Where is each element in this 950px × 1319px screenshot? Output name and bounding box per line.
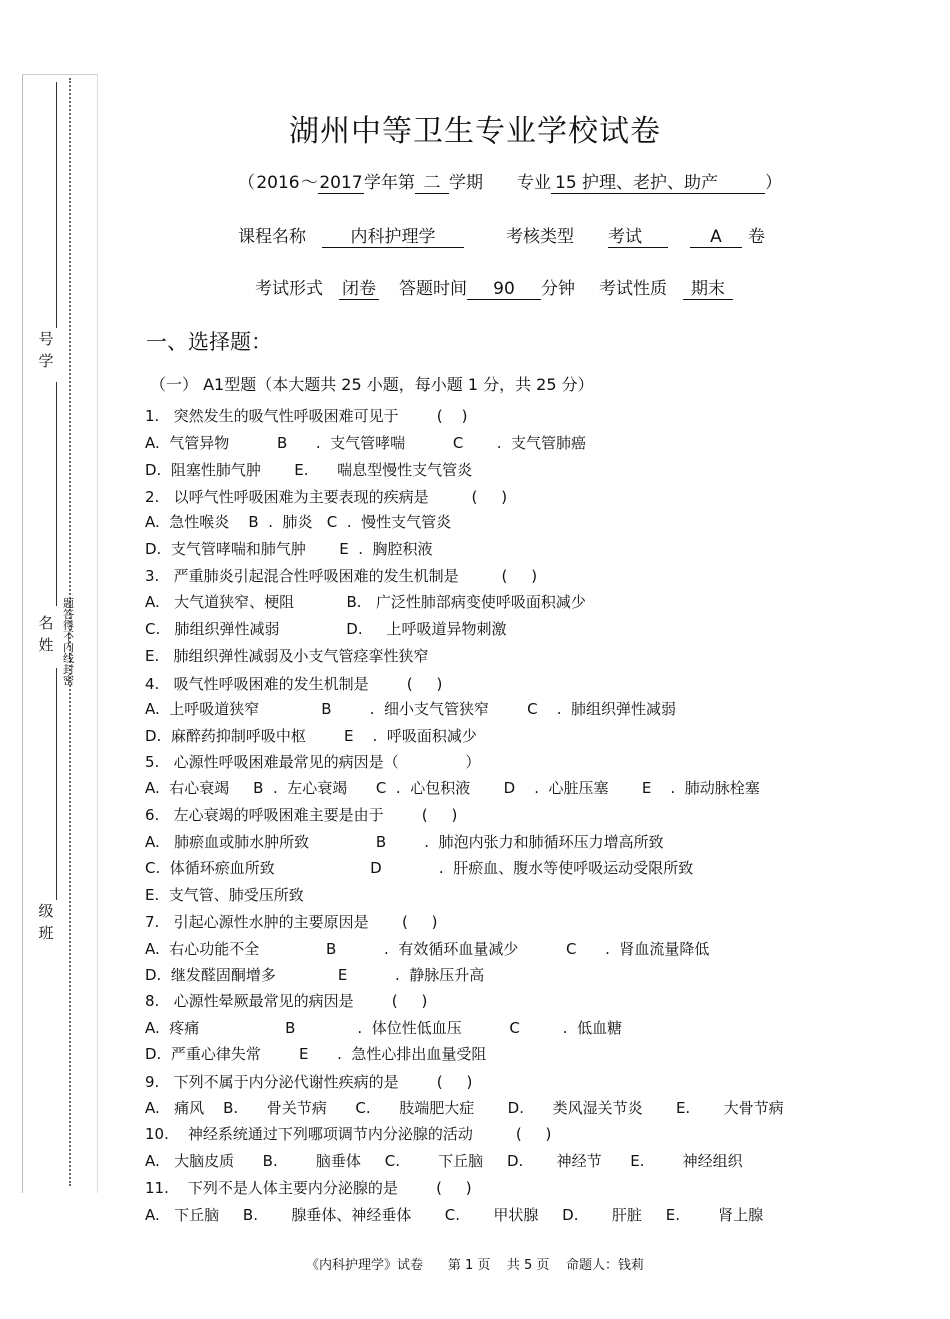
semester-value: 二 (415, 173, 449, 194)
year-start: 2016 (256, 173, 300, 193)
page-footer: 《内科护理学》试卷 第 1 页 共 5 页 命题人：钱莉 (306, 1258, 644, 1273)
question-line: 6. 左心衰竭的呼吸困难主要是由于 ( ) (145, 806, 458, 824)
option-line: A. 大气道狭窄、梗阻 B. 广泛性肺部病变使呼吸面积减少 (145, 593, 586, 611)
option-line: A. 右心衰竭 B . 左心衰竭 C . 心包积液 D . 心脏压塞 E . 肺动脉栓塞 (145, 779, 760, 797)
form-label: 考试形式 (255, 279, 323, 299)
header-form-row: 考试形式 闭卷 答题时间 90 分钟 考试性质 期末 (255, 274, 733, 300)
question-line: 8. 心源性晕厥最常见的病因是 ( ) (145, 992, 428, 1010)
exam-type-value: 考试 (608, 227, 668, 248)
question-line: 4. 吸气性呼吸困难的发生机制是 ( ) (145, 675, 443, 693)
course-value: 内科护理学 (322, 227, 464, 248)
option-line: D. 严重心律失常 E . 急性心排出血量受阻 (145, 1045, 487, 1063)
question-line: 5. 心源性呼吸困难最常见的病因是（ ） (145, 753, 481, 771)
question-line: 11. 下列不是人体主要内分泌腺的是 ( ) (145, 1179, 472, 1197)
form-value: 闭卷 (339, 279, 379, 300)
option-line: A. 大脑皮质 B. 脑垂体 C. 下丘脑 D. 神经节 E. 神经组织 (145, 1152, 743, 1170)
margin-line (56, 382, 57, 606)
question-line: 7. 引起心源性水肿的主要原因是 ( ) (145, 913, 438, 931)
question-line: 3. 严重肺炎引起混合性呼吸困难的发生机制是 ( ) (145, 567, 538, 585)
option-line: D. 支气管哮喘和肺气肿 E . 胸腔积液 (145, 540, 433, 558)
option-line: A. 痛风 B. 骨关节病 C. 肢端肥大症 D. 类风湿关节炎 E. 大骨节病 (145, 1099, 784, 1117)
year-end: 2017 (319, 173, 363, 193)
question-line: 1. 突然发生的吸气性呼吸困难可见于 ( ) (145, 407, 468, 425)
question-line: 10. 神经系统通过下列哪项调节内分泌腺的活动 ( ) (145, 1125, 552, 1143)
label-class: 级班 (38, 902, 54, 942)
section-heading: 一、选择题： (146, 330, 272, 354)
question-line: 9. 下列不属于内分泌代谢性疾病的是 ( ) (145, 1073, 473, 1091)
option-line: D. 阻塞性肺气肿 E. 喘息型慢性支气管炎 (145, 461, 473, 479)
option-line: E. 支气管、肺受压所致 (145, 886, 304, 904)
option-line: A. 下丘脑 B. 腺垂体、神经垂体 C. 甲状腺 D. 肝脏 E. 肾上腺 (145, 1206, 764, 1224)
option-line: A. 肺瘀血或肺水肿所致 B . 肺泡内张力和肺循环压力增高所致 (145, 833, 664, 851)
seal-line-notice: 题答得不内线封密 (63, 597, 73, 687)
option-line: D. 继发醛固酮增多 E . 静脉压升高 (145, 966, 485, 984)
major-value: 15 护理、老护、助产 (551, 173, 765, 194)
paper-value: A (690, 227, 742, 248)
nature-value: 期末 (683, 279, 733, 300)
header-course-row: 课程名称 内科护理学 考核类型 考试 A 卷 (238, 227, 765, 247)
exam-title: 湖州中等卫生专业学校试卷 (289, 114, 661, 149)
option-line: A. 右心功能不全 B . 有效循环血量减少 C . 肾血流量降低 (145, 940, 710, 958)
subsection-heading: （一） A1型题（本大题共 25 小题，每小题 1 分，共 25 分） (150, 375, 594, 394)
question-line: 2. 以呼气性呼吸困难为主要表现的疾病是 ( ) (145, 488, 508, 506)
course-label: 课程名称 (238, 227, 306, 247)
option-line: C. 体循环瘀血所致 D . 肝瘀血、腹水等使呼吸运动受限所致 (145, 859, 694, 877)
header-semester-row: （2016～2017学年第 二 学期 专业 15 护理、老护、助产 ） (238, 173, 782, 193)
time-label: 答题时间 (399, 279, 467, 299)
binding-margin (22, 74, 98, 1193)
exam-type-label: 考核类型 (506, 227, 574, 247)
option-line: A. 疼痛 B . 体位性低血压 C . 低血糖 (145, 1019, 623, 1037)
option-line: A. 气管异物 B . 支气管哮喘 C . 支气管肺癌 (145, 434, 587, 452)
option-line: C. 肺组织弹性减弱 D. 上呼吸道异物刺激 (145, 620, 507, 638)
nature-label: 考试性质 (599, 279, 667, 299)
option-line: E. 肺组织弹性减弱及小支气管痉挛性狭窄 (145, 647, 429, 665)
time-value: 90 (467, 279, 541, 300)
option-line: D. 麻醉药抑制呼吸中枢 E . 呼吸面积减少 (145, 727, 477, 745)
option-line: A. 上呼吸道狭窄 B . 细小支气管狭窄 C . 肺组织弹性减弱 (145, 700, 677, 718)
label-student-name: 名姓 (38, 614, 54, 654)
label-student-id: 号学 (38, 330, 54, 370)
margin-line (56, 668, 57, 900)
option-line: A. 急性喉炎 B . 肺炎 C . 慢性支气管炎 (145, 513, 452, 531)
major-label: 专业 (517, 173, 551, 193)
